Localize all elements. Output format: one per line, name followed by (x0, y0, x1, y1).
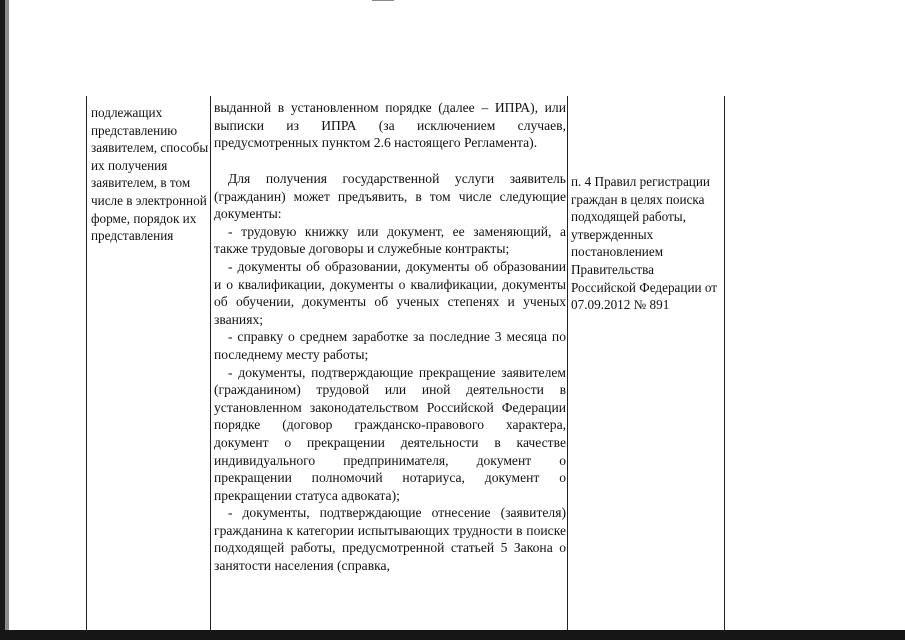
ipra-paragraph: выданной в установленном порядке (далее – ИПРА), или выписки из ИПРА (за исключением случаев, предусмотренных пунктом 2.6 настоящего Регламента). (214, 100, 566, 151)
document-list-intro: Для получения государственной услуги заявитель (гражданин) может предъявить, в том числе следующие документы: (214, 171, 566, 222)
table-divider-1 (210, 96, 211, 630)
table-border-right (724, 96, 725, 630)
table-border-left (86, 96, 87, 630)
document-item-5: - документы, подтверждающие отнесение (заявителя) гражданина к категории испытывающих трудности в поиске подходящей работы, предусмотренной статьей 5 Закона о занятости населения (справка, (214, 505, 566, 574)
document-item-3: - справку о среднем заработке за последние 3 месяца по последнему месту работы; (214, 329, 566, 362)
document-item-4: - документы, подтверждающие прекращение заявителем (гражданином) трудовой или иной деятельности в установленном законодательством Российской Федерации порядке (договор гражданско-правового характера, документ о прекращении деятельности в качестве индивидуального предпринимателя, документ о прекращении полномочий нотариуса, документ о прекращении статуса адвоката); (214, 364, 566, 503)
document-item-1: - трудовую книжку или документ, ее заменяющий, а также трудовые договоры и служебные контракты; (214, 223, 566, 257)
scan-top-mark (372, 0, 394, 1)
scan-edge-left-shadow (5, 0, 9, 640)
scan-edge-bottom (0, 630, 905, 640)
cell-document-type-description: подлежащих представлению заявителем, способы их получения заявителем, в том числе в электронной форме, порядок их представления (91, 105, 209, 244)
cell-document-list (214, 170, 566, 575)
document-item-2: - документы об образовании, документы об образовании и о квалификации, документы о квалификации, документы об обучении, документы об ученых степенях и ученых званиях; (214, 258, 566, 327)
cell-ipra-continuation (214, 99, 566, 152)
cell-legal-reference: п. 4 Правил регистрации граждан в целях поиска подходящей работы, утвержденных постановлением Правительства Российской Федерации от 07.09.2012 № 891 (571, 174, 718, 313)
table-divider-2 (567, 96, 568, 630)
